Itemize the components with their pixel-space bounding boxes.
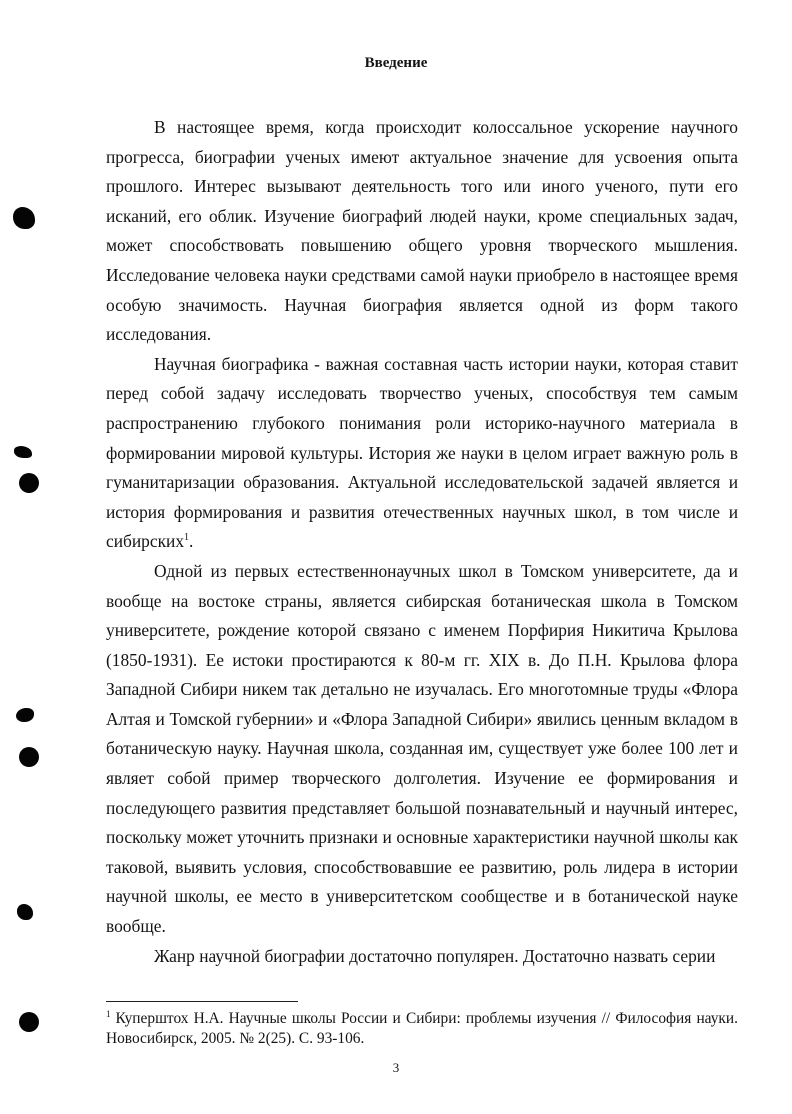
ink-blot-3: [16, 708, 34, 722]
body-text: [106, 113, 738, 971]
footnote-separator: [106, 1001, 298, 1002]
ink-blot-2: [14, 446, 32, 458]
paragraph-3: Одной из первых естественнонаучных школ в Томском университете, да и вообще на востоке страны, является сибирская ботаническая школа в Томском университете, рождение которой связано с именем Порфирия Никитича Крылова (1850-1931). Ее истоки простираются к 80-м гг. XIX в. До П.Н. Крылова флора Западной Сибири никем так детально не изучалась. Его многотомные труды «Флора Алтая и Томской губернии» и «Флора Западной Сибири» явились ценным вкладом в ботаническую науку. Научная школа, созданная им, существует уже более 100 лет и являет собой пример творческого долголетия. Изучение ее формирования и последующего развития представляет большой познавательный и научный интерес, поскольку может уточнить признаки и основные характеристики научной школы как таковой, выявить условия, способствовавшие ее развитию, роль лидера в истории научной школы, ее место в университетском сообществе и в ботанической науке вообще.: [106, 560, 738, 937]
paragraph-2: Научная биографика - важная составная часть истории науки, которая ставит перед собой задачу исследовать творчество ученых, способствуя тем самым распространению глубокого понимания роли историко-научного материала в формировании мировой культуры. История же науки в целом играет важную роль в гуманитаризации образования. Актуальной исследовательской задачей является и история формирования и развития отечественных научных школ, в том числе и сибирских$^1$.: [106, 353, 738, 552]
punch-hole-2: [19, 747, 39, 767]
page-title: Введение: [364, 55, 428, 71]
paragraph-4: Жанр научной биографии достаточно популярен. Достаточно назвать серии: [154, 945, 716, 966]
page-number: 3: [392, 1060, 400, 1075]
ink-blot-4: [17, 904, 33, 920]
footnote-number: 1: [106, 1008, 111, 1019]
paragraph-1: В настоящее время, когда происходит колоссальное ускорение научного прогресса, биографии ученых имеют актуальное значение для усвоения опыта прошлого. Интерес вызывают деятельность того или иного ученого, пути его исканий, его облик. Изучение биографий людей науки, кроме специальных задач, может способствовать повышению общего уровня творческого мышления. Исследование человека науки средствами самой науки приобрело в настоящее время особую значимость. Научная биография является одной из форм такого исследования.: [106, 117, 738, 345]
footnote-reference[interactable]: 1: [184, 532, 190, 544]
punch-hole-3: [19, 1012, 39, 1032]
paragraph-2-text: Научная биографика - важная составная часть истории науки, которая ставит перед собой задачу исследовать творчество ученых, способствуя тем самым распространению глубокого понимания роли историко-научного материала в формировании мировой культуры. История же науки в целом играет важную роль в гуманитаризации образования. Актуальной исследовательской задачей является и история формирования и развития отечественных научных школ, в том числе и сибирских: [106, 353, 738, 552]
punch-hole-1: [19, 473, 39, 493]
footnote: [106, 1009, 738, 1049]
ink-blot-1: [13, 207, 35, 229]
footnote-text: Куперштох Н.А. Научные школы России и Сибири: проблемы изучения // Философия науки. Новосибирск, 2005. № 2(25). С. 93-106.: [106, 1010, 738, 1047]
